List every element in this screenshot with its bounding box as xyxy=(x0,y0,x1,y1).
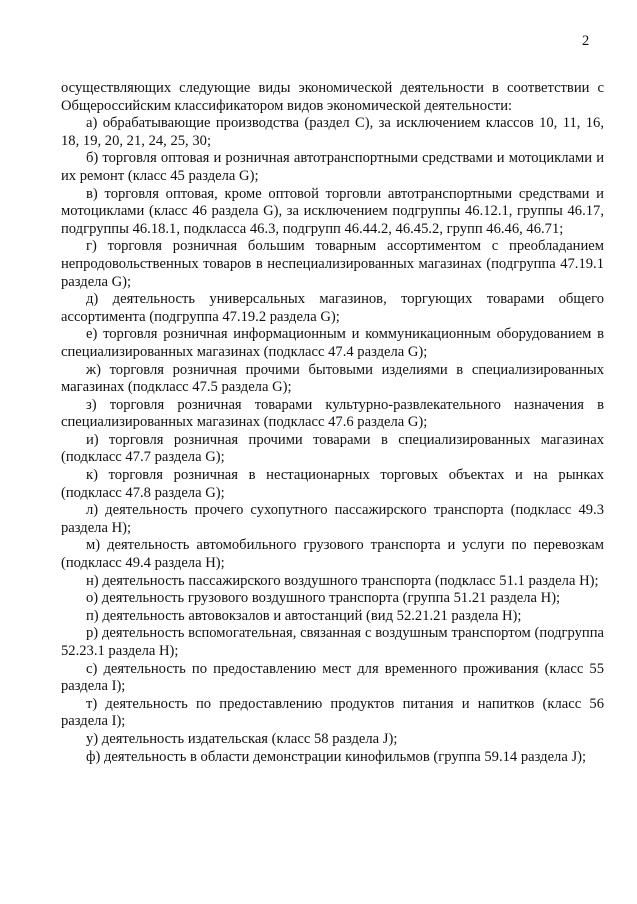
list-item-r: р) деятельность вспомогательная, связанная с воздушным транспортом (подгруппа 52.23.1 раздела H); xyxy=(61,625,604,659)
document-body xyxy=(61,80,604,766)
list-item-k: к) торговля розничная в нестационарных торговых объектах и на рынках (подкласс 47.8 раздела G); xyxy=(61,467,604,501)
list-item-v: в) торговля оптовая, кроме оптовой торговли автотранспортными средствами и мотоциклами (класс 46 раздела G), за исключением подгруппы 46.12.1, группы 46.17, подгруппы 46.18.1, подкласса 46.3, подгрупп 46.44.2, 46.45.2, групп 46.46, 46.71; xyxy=(61,185,604,237)
list-item-m: м) деятельность автомобильного грузового транспорта и услуги по перевозкам (подкласс 49.4 раздела H); xyxy=(61,537,604,572)
list-item-n: н) деятельность пассажирского воздушного транспорта (подкласс 51.1 раздела H); xyxy=(86,572,599,589)
list-item-a: а) обрабатывающие производства (раздел C), за исключением классов 10, 11, 16, 18, 19, 20, 21, 24, 25, 30; xyxy=(61,115,604,149)
list-item-p: п) деятельность автовокзалов и автостанций (вид 52.21.21 раздела H); xyxy=(86,607,522,624)
list-item-zh: ж) торговля розничная прочими бытовыми изделиями в специализированных магазинах (подкласс 47.5 раздела G); xyxy=(61,361,604,396)
list-item-s: с) деятельность по предоставлению мест для временного проживания (класс 55 раздела I); xyxy=(61,660,604,695)
list-item-z: з) торговля розничная товарами культурно-развлекательного назначения в специализированных магазинах (подкласс 47.6 раздела G); xyxy=(61,396,604,431)
intro-paragraph: осуществляющих следующие виды экономической деятельности в соответствии с Общероссийским классификатором видов экономической деятельности: xyxy=(61,80,604,114)
list-item-o: о) деятельность грузового воздушного транспорта (группа 51.21 раздела H); xyxy=(86,590,561,607)
list-item-d: д) деятельность универсальных магазинов, торгующих товарами общего ассортимента (подгруппа 47.19.2 раздела G); xyxy=(61,291,604,325)
list-item-i: и) торговля розничная прочими товарами в специализированных магазинах (подкласс 47.7 раздела G); xyxy=(61,431,604,466)
list-item-f: ф) деятельность в области демонстрации кинофильмов (группа 59.14 раздела J); xyxy=(86,748,587,765)
page-number: 2 xyxy=(582,33,590,49)
list-item-g: г) торговля розничная большим товарным ассортиментом с преобладанием непродовольственных товаров в неспециализированных магазинах (подгруппа 47.19.1 раздела G); xyxy=(61,238,604,290)
list-item-u: у) деятельность издательская (класс 58 раздела J); xyxy=(86,730,398,747)
list-item-e: е) торговля розничная информационным и коммуникационным оборудованием в специализированных магазинах (подкласс 47.4 раздела G); xyxy=(61,326,604,360)
list-item-b: б) торговля оптовая и розничная автотранспортными средствами и мотоциклами и их ремонт (класс 45 раздела G); xyxy=(61,150,604,184)
list-item-t: т) деятельность по предоставлению продуктов питания и напитков (класс 56 раздела I); xyxy=(61,695,604,730)
list-item-l: л) деятельность прочего сухопутного пассажирского транспорта (подкласс 49.3 раздела H); xyxy=(61,502,604,536)
